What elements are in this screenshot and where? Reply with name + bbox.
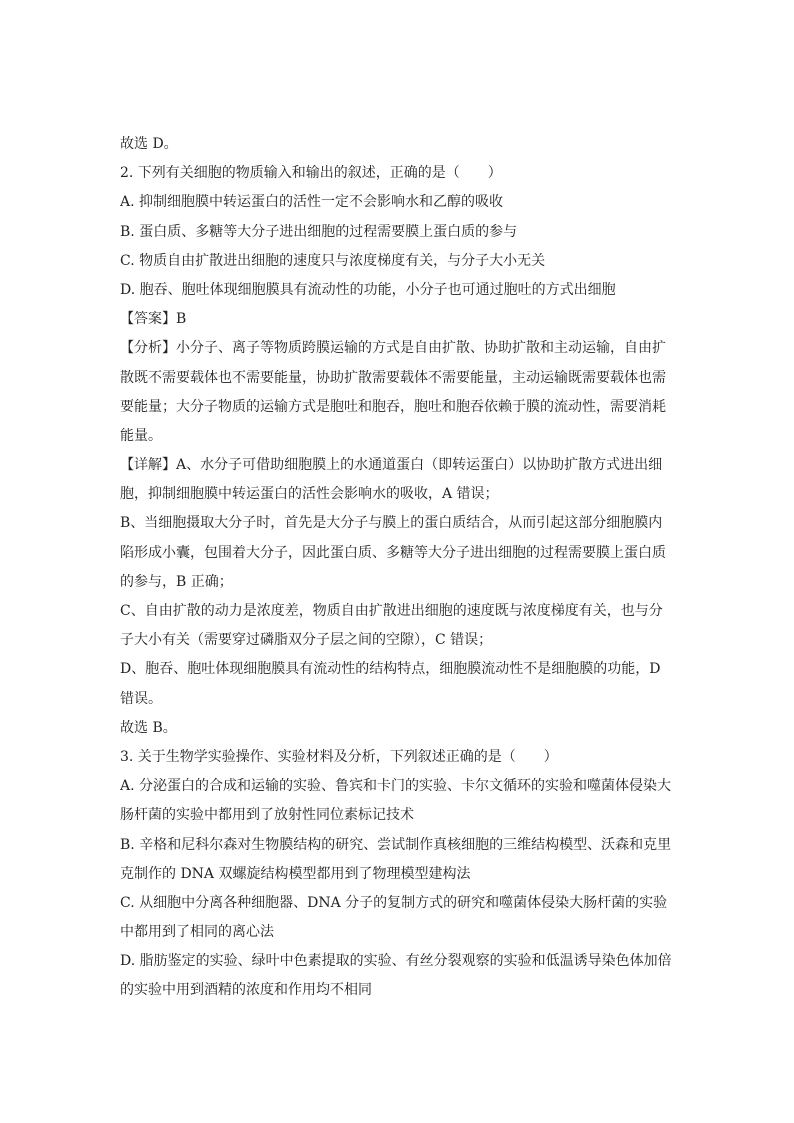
question-2-stem: 2. 下列有关细胞的物质输入和输出的叙述，正确的是（ ） (120, 165, 502, 182)
detail-line: D、胞吞、胞吐体现细胞膜具有流动性的结构特点，细胞膜流动性不是细胞膜的功能，D (120, 661, 661, 678)
detail-line: 【详解】A、水分子可借助细胞膜上的水通道蛋白（即转运蛋白）以协助扩散方式进出细 (120, 457, 663, 474)
analysis-line: 【分析】小分子、离子等物质跨膜运输的方式是自由扩散、协助扩散和主动运输，自由扩 (120, 340, 666, 357)
analysis-line: 能量。 (120, 427, 162, 444)
question-3-option-c-cont: 中都用到了相同的离心法 (120, 924, 274, 941)
document-page (120, 130, 680, 1006)
detail-line: 的参与，B 正确； (120, 573, 233, 590)
question-3-option-b: B. 辛格和尼科尔森对生物膜结构的研究、尝试制作真核细胞的三维结构模型、沃森和克里 (120, 836, 672, 853)
text-line: 故选 D。 (120, 136, 178, 152)
question-3-option-b-cont: 克制作的 DNA 双螺旋结构模型都用到了物理模型建构法 (120, 865, 471, 882)
question-3-stem: 3. 关于生物学实验操作、实验材料及分析，下列叙述正确的是（ ） (120, 748, 558, 765)
detail-line: 陷形成小囊，包围着大分子，因此蛋白质、多糖等大分子进出细胞的过程需要膜上蛋白质 (120, 544, 666, 561)
question-3-option-d-cont: 的实验中用到酒精的浓度和作用均不相同 (120, 982, 372, 999)
analysis-line: 要能量；大分子物质的运输方式是胞吐和胞吞，胞吐和胞吞依赖于膜的流动性，需要消耗 (120, 398, 666, 415)
analysis-line: 散既不需要载体也不需要能量，协助扩散需要载体不需要能量，主动运输既需要载体也需 (120, 369, 666, 386)
question-3-option-a: A. 分泌蛋白的合成和运输的实验、鲁宾和卡门的实验、卡尔文循环的实验和噬菌体侵染大 (120, 778, 672, 795)
detail-line: 错误。 (120, 690, 162, 707)
detail-line: 胞，抑制细胞膜中转运蛋白的活性会影响水的吸收，A 错误； (120, 486, 499, 503)
question-2-option-d: D. 胞吞、胞吐体现细胞膜具有流动性的功能，小分子也可通过胞吐的方式出细胞 (120, 281, 616, 298)
detail-line: C、自由扩散的动力是浓度差，物质自由扩散进出细胞的速度既与浓度梯度有关，也与分 (120, 603, 663, 619)
detail-line: B、当细胞摄取大分子时，首先是大分子与膜上的蛋白质结合，从而引起这部分细胞膜内 (120, 515, 663, 532)
question-3-option-d: D. 脂肪鉴定的实验、绿叶中色素提取的实验、有丝分裂观察的实验和低温诱导染色体加倍 (120, 953, 672, 970)
answer-line: 【答案】B (120, 311, 187, 328)
text-line: 故选 B。 (120, 719, 177, 736)
question-3-option-a-cont: 肠杆菌的实验中都用到了放射性同位素标记技术 (120, 807, 414, 824)
question-2-option-b: B. 蛋白质、多糖等大分子进出细胞的过程需要膜上蛋白质的参与 (120, 223, 518, 240)
question-3-option-c: C. 从细胞中分离各种细胞器、DNA 分子的复制方式的研究和噬菌体侵染大肠杆菌的实验 (120, 894, 668, 911)
detail-line: 子大小有关（需要穿过磷脂双分子层之间的空隙），C 错误； (120, 632, 493, 649)
question-2-option-c: C. 物质自由扩散进出细胞的速度只与浓度梯度有关，与分子大小无关 (120, 252, 546, 269)
question-2-option-a: A. 抑制细胞膜中转运蛋白的活性一定不会影响水和乙醇的吸收 (120, 194, 504, 211)
